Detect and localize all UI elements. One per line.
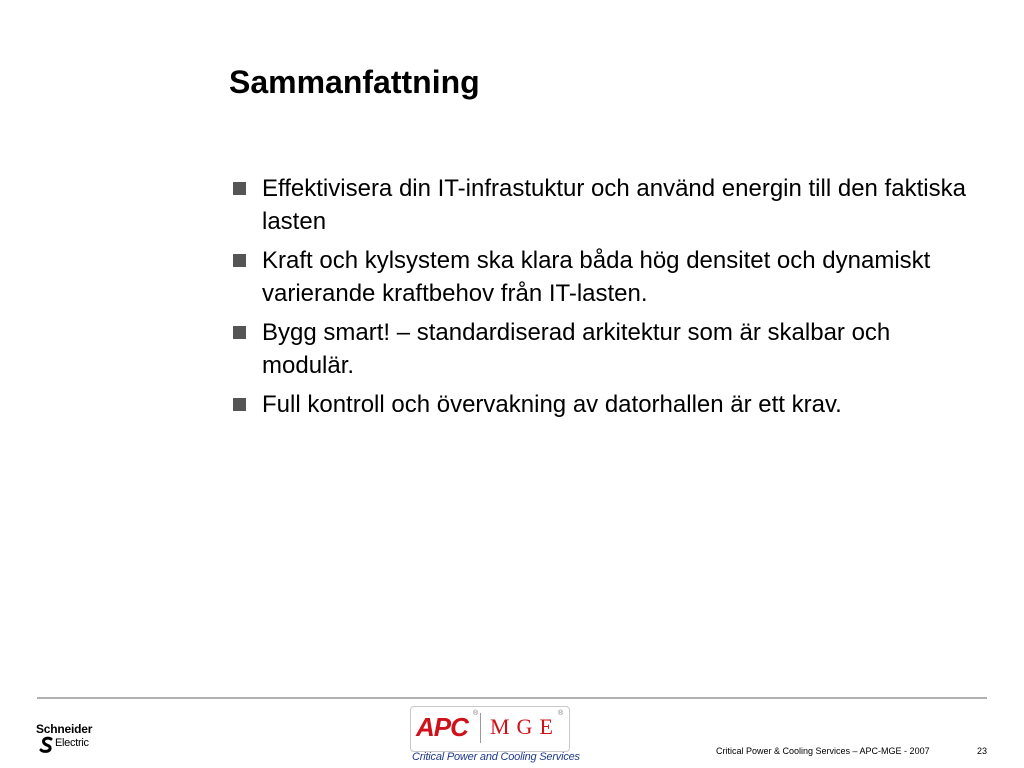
bullet-item <box>230 172 970 238</box>
schneider-logo-line1: Schneider <box>36 722 93 736</box>
bullet-text: Bygg smart! – standardiserad arkitektur som är skalbar och modulär. <box>262 319 891 379</box>
apc-mge-logo <box>392 703 580 767</box>
bullet-list <box>230 172 970 427</box>
square-bullet-icon <box>233 182 246 195</box>
bullet-item <box>230 316 970 382</box>
mge-wordmark: MGE <box>490 714 560 739</box>
bullet-text: Kraft och kylsystem ska klara båda hög densitet och dynamiskt varierande kraftbehov från IT-lasten. <box>262 247 931 307</box>
square-bullet-icon <box>233 254 246 267</box>
registered-mark: ® <box>558 710 564 717</box>
page-number: 23 <box>977 746 988 756</box>
schneider-logo-line2: Electric <box>55 737 89 749</box>
footer-divider <box>37 697 987 699</box>
apc-wordmark: APC <box>416 712 468 742</box>
square-bullet-icon <box>233 398 246 411</box>
bullet-item <box>230 244 970 310</box>
square-bullet-icon <box>233 326 246 339</box>
schneider-electric-logo <box>34 722 106 754</box>
bullet-item <box>230 388 970 421</box>
slide-title: Sammanfattning <box>229 64 480 100</box>
logo-tagline: Critical Power and Cooling Services <box>412 751 580 763</box>
logo-divider <box>480 713 481 743</box>
bullet-text: Effektivisera din IT-infrastuktur och använd energin till den faktiska lasten <box>262 175 966 235</box>
bullet-text: Full kontroll och övervakning av datorhallen är ett krav. <box>262 391 842 418</box>
footer-caption: Critical Power & Cooling Services – APC-MGE - 2007 <box>716 746 930 756</box>
registered-mark: ® <box>473 710 479 717</box>
schneider-mark-icon <box>38 736 56 754</box>
